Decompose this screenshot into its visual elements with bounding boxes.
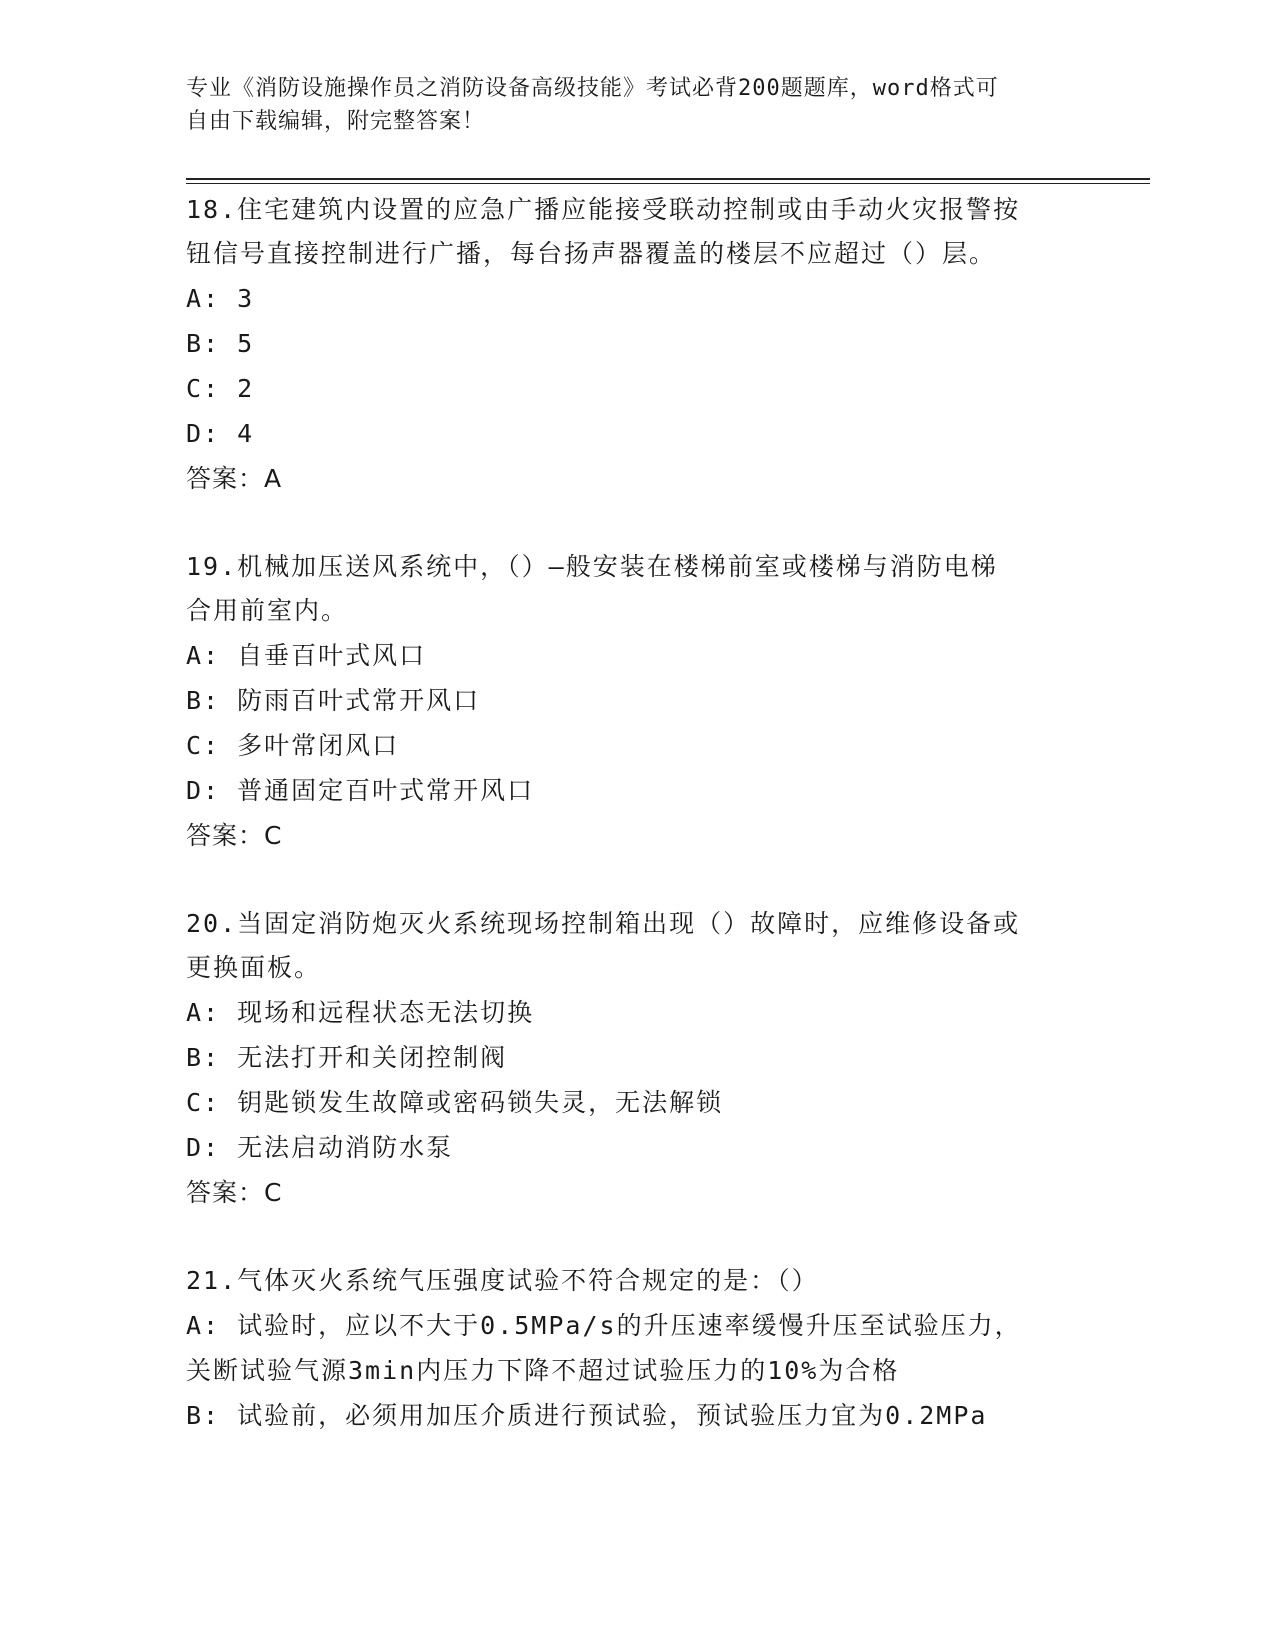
question-list [186,188,1086,1482]
header-line-2: 自由下载编辑，附完整答案！ [186,109,486,134]
answer-line: 答案：C [186,821,283,850]
question-stem-line: 18.住宅建筑内设置的应急广播应能接受联动控制或由手动火灾报警按 [186,195,1021,224]
option-c: C: 2 [186,374,255,403]
option-c: C: 多叶常闭风口 [186,731,400,760]
question-19 [186,545,1086,858]
answer-line: 答案：A [186,464,283,493]
option-b: B: 试验前，必须用加压介质进行预试验，预试验压力宜为0.2MPa [186,1401,988,1430]
document-header [186,72,1066,138]
option-a-line-1: A: 试验时，应以不大于0.5MPa/s的升压速率缓慢升压至试验压力， [186,1311,1022,1340]
question-stem-line: 21.气体灭火系统气压强度试验不符合规定的是：（） [186,1266,819,1295]
question-stem-line: 钮信号直接控制进行广播，每台扬声器覆盖的楼层不应超过（）层。 [186,239,997,268]
option-a: A: 3 [186,284,255,313]
header-divider-thick [186,178,1150,180]
question-stem-line: 合用前室内。 [186,596,349,625]
question-stem-line: 20.当固定消防炮灭火系统现场控制箱出现（）故障时，应维修设备或 [186,909,1021,938]
option-b: B: 无法打开和关闭控制阀 [186,1043,508,1072]
option-b: B: 5 [186,329,255,358]
option-b: B: 防雨百叶式常开风口 [186,686,481,715]
question-18 [186,188,1086,501]
header-divider-thin [186,183,1150,184]
question-stem-line: 更换面板。 [186,953,322,982]
question-stem-line: 19.机械加压送风系统中，（）—般安装在楼梯前室或楼梯与消防电梯 [186,552,998,581]
header-line-1: 专业《消防设施操作员之消防设备高级技能》考试必背200题题库，word格式可 [186,76,999,101]
option-c: C: 钥匙锁发生故障或密码锁失灵，无法解锁 [186,1088,724,1117]
option-a: A: 现场和远程状态无法切换 [186,998,535,1027]
option-a: A: 自垂百叶式风口 [186,641,427,670]
option-d: D: 4 [186,419,255,448]
question-20 [186,902,1086,1215]
answer-line: 答案：C [186,1178,283,1207]
option-a-line-2: 关断试验气源3min内压力下降不超过试验压力的10%为合格 [186,1356,900,1385]
question-21 [186,1259,1086,1438]
option-d: D: 无法启动消防水泵 [186,1133,454,1162]
option-d: D: 普通固定百叶式常开风口 [186,776,535,805]
